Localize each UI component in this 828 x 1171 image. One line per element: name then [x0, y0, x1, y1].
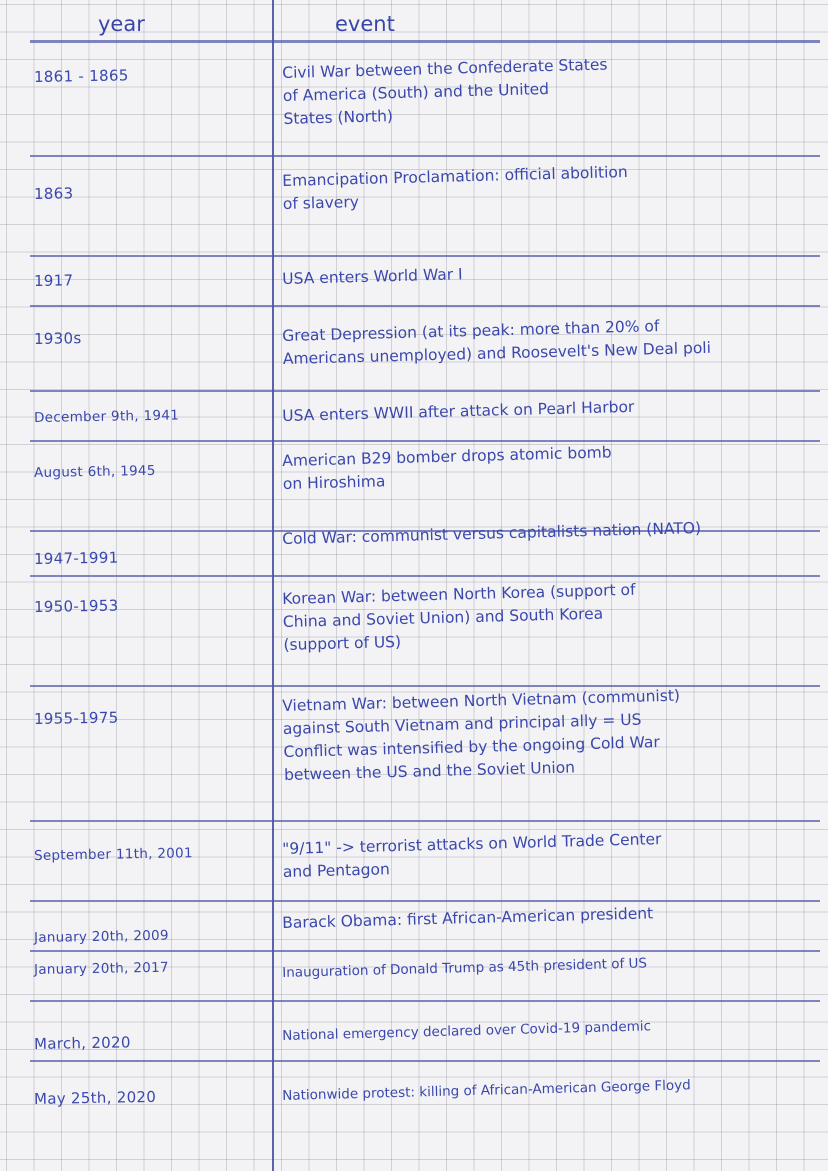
year-cell: 1863	[33, 184, 74, 203]
event-cell: Inauguration of Donald Trump as 45th president of US	[282, 955, 648, 981]
year-cell: December 9th, 1941	[33, 407, 180, 426]
year-cell: 1950-1953	[33, 596, 119, 616]
event-column-header: event	[335, 12, 395, 36]
column-divider	[272, 0, 274, 1171]
event-cell: American B29 bomber drops atomic bomb on Hiroshima	[282, 443, 612, 493]
event-cell: Korean War: between North Korea (support of China and Soviet Union) and South Korea (support of US)	[282, 580, 636, 654]
event-cell: USA enters WWII after attack on Pearl Harbor	[282, 397, 635, 425]
event-cell: Civil War between the Confederate States of America (South) and the United States (North)	[282, 55, 608, 128]
year-column-header: year	[98, 12, 145, 36]
event-cell: National emergency declared over Covid-19 pandemic	[282, 1018, 652, 1044]
row-divider	[30, 1000, 820, 1002]
event-cell: "9/11" -> terrorist attacks on World Trade Center and Pentagon	[282, 830, 662, 881]
row-divider	[30, 155, 820, 157]
header-underline	[30, 40, 820, 43]
year-cell: September 11th, 2001	[33, 845, 194, 864]
year-cell: May 25th, 2020	[33, 1087, 157, 1108]
year-cell: 1917	[33, 271, 74, 290]
year-cell: 1861 - 1865	[33, 66, 129, 86]
event-cell: USA enters World War I	[282, 265, 463, 288]
row-divider	[30, 390, 820, 392]
event-cell: Nationwide protest: killing of African-American George Floyd	[282, 1077, 691, 1104]
event-cell: Cold War: communist versus capitalists nation (NATO)	[282, 519, 702, 548]
year-cell: 1947-1991	[33, 548, 119, 568]
year-cell: January 20th, 2009	[33, 927, 169, 946]
event-cell: Great Depression (at its peak: more than 20% of Americans unemployed) and Roosevelt's New Deal poli	[282, 317, 712, 368]
year-cell: January 20th, 2017	[33, 959, 169, 978]
year-cell: March, 2020	[33, 1033, 131, 1053]
event-cell: Barack Obama: first African-American president	[282, 904, 654, 932]
row-divider	[30, 1060, 820, 1062]
year-cell: 1955-1975	[33, 708, 119, 728]
event-cell: Emancipation Proclamation: official abolition of slavery	[282, 162, 628, 213]
year-cell: August 6th, 1945	[33, 462, 156, 481]
row-divider	[30, 305, 820, 307]
year-cell: 1930s	[33, 329, 82, 348]
row-divider	[30, 820, 820, 822]
event-cell: Vietnam War: between North Vietnam (communist) against South Vietnam and principal ally = US Conflict was intensified by the ongoing Cold War between the US and the Soviet Union	[282, 686, 681, 784]
